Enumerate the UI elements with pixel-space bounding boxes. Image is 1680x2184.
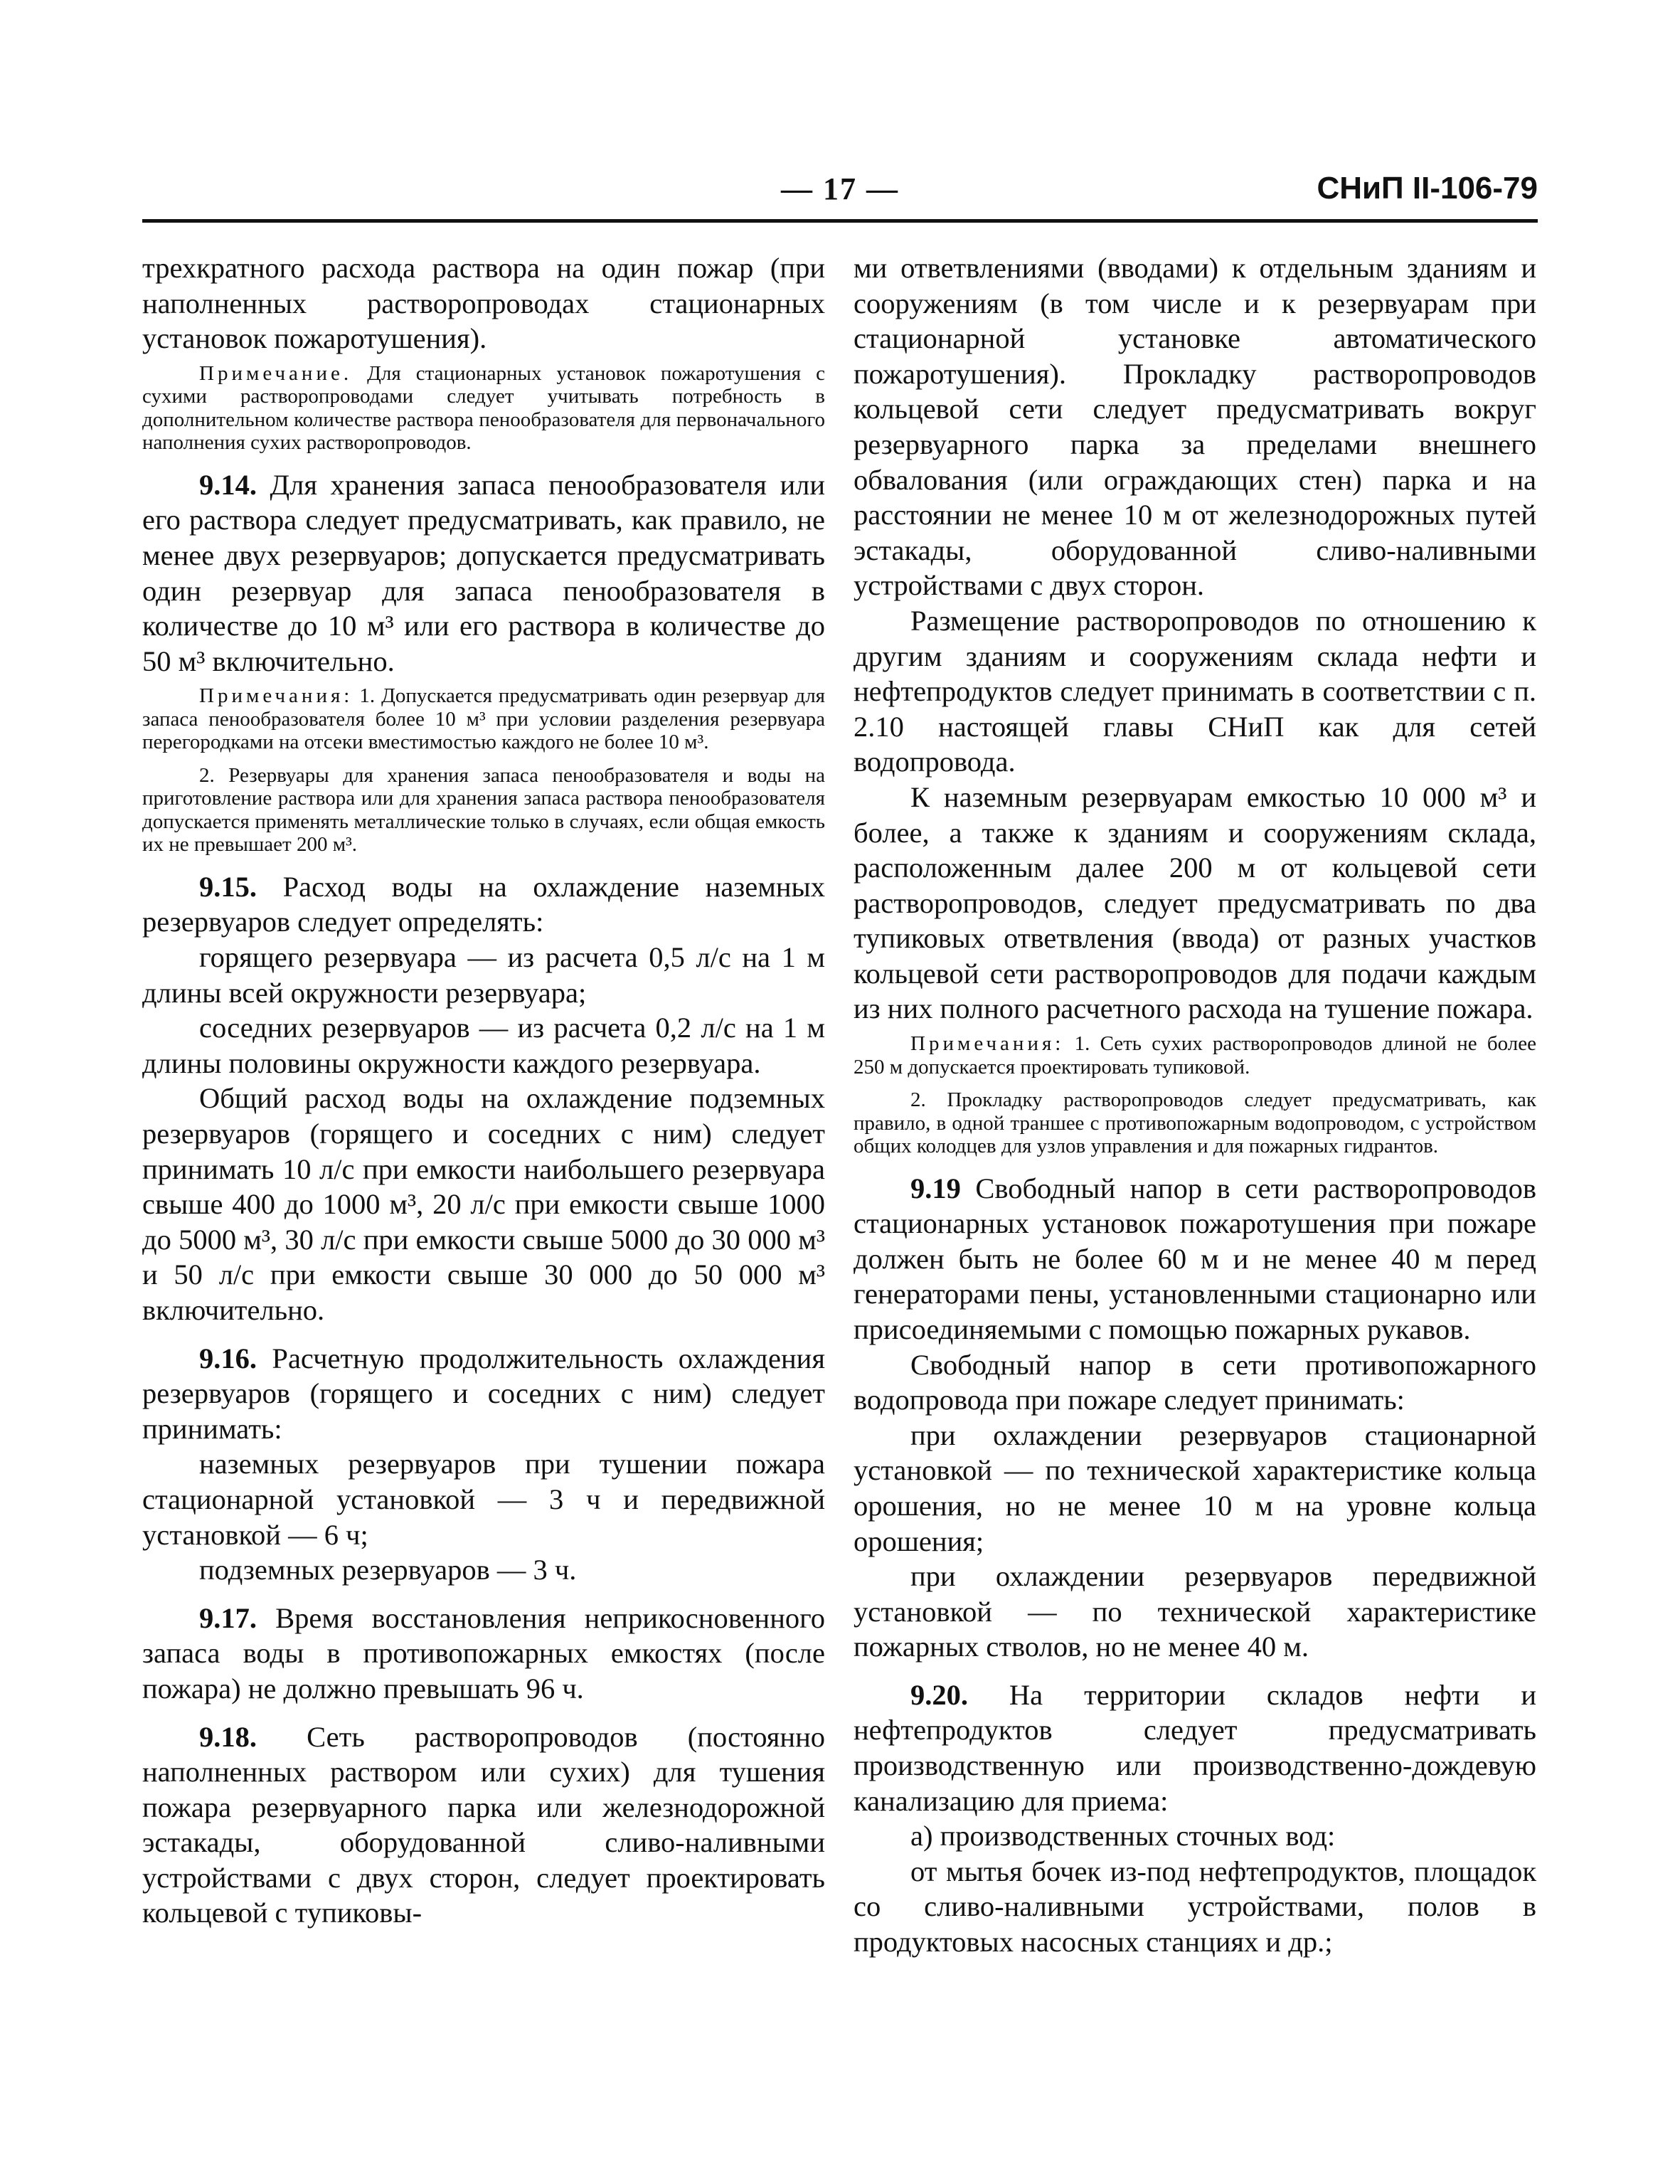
header-rule	[142, 219, 1538, 223]
body-paragraph	[142, 1446, 825, 1552]
paragraph-text: Расчетную продолжительность охлаждения резервуаров (горящего и соседних с ним) следует принимать:	[142, 1342, 825, 1445]
paragraph-text: 2. Прокладку растворопроводов следует предусматривать, как правило, в одной траншее с противопожарным водопроводом, с устройством общих колодцев для узлов управления и для пожарных гидрантов.	[854, 1088, 1536, 1158]
note-paragraph	[142, 764, 825, 857]
section-paragraph	[142, 467, 825, 679]
paragraph-text: Размещение растворопроводов по отношению к другим зданиям и сооружениям склада нефти и нефтепродуктов следует принимать в соответствии с п. 2.10 настоящей главы СНиП как для сетей водопровода.	[854, 604, 1536, 778]
paragraph-text: Свободный напор в сети противопожарного водопровода при пожаре следует принимать:	[854, 1348, 1536, 1416]
body-paragraph	[142, 250, 825, 356]
section-paragraph	[854, 1171, 1536, 1347]
paragraph-text: 2. Резервуары для хранения запаса пенообразователя и воды на приготовление раствора или для хранения запаса раствора пенообразователя допускается применять металлические только в случаях, если общая емкость их не превышает 200 м³.	[142, 763, 825, 857]
paragraph-text: Сеть растворопроводов (постоянно наполненных раствором или сухих) для тушения пожара резервуарного парка или железнодорожной эстакады, оборудованной сливо-наливными устройствами с двух сторон, следует проектировать кольцевой с тупиковы-	[142, 1720, 825, 1929]
paragraph-text: горящего резервуара — из расчета 0,5 л/с на 1 м длины всей окружности резервуара;	[142, 941, 825, 1009]
body-paragraph	[854, 250, 1536, 603]
left-column	[142, 250, 825, 1931]
paragraph-text: от мытья бочек из-под нефтепродуктов, площадок со сливо-наливными устройствами, полов в продуктовых насосных станциях и др.;	[854, 1855, 1536, 1958]
body-paragraph	[142, 1010, 825, 1081]
paragraph-text: Для хранения запаса пенообразователя или его раствора следует предусматривать, как правило, не менее двух резервуаров; допускается предусматривать один резервуар для запаса пенообразователя в количестве до 10 м³ или его раствора в количестве до 50 м³ включительно.	[142, 468, 825, 677]
section-number: 9.19	[910, 1172, 961, 1204]
section-paragraph	[142, 1341, 825, 1447]
page-number: — 17 —	[781, 171, 899, 206]
paragraph-text: соседних резервуаров — из расчета 0,2 л/с на 1 м длины половины окружности каждого резервуара.	[142, 1012, 825, 1079]
note-label: Примечания:	[199, 684, 353, 708]
body-paragraph	[854, 1559, 1536, 1665]
section-paragraph	[142, 1601, 825, 1707]
section-paragraph	[854, 1677, 1536, 1818]
paragraph-text: На территории складов нефти и нефтепродуктов следует предусматривать производственную или производственно-дождевую канализацию для приема:	[854, 1678, 1536, 1817]
paragraph-text: Свободный напор в сети растворопроводов стационарных установок пожаротушения при пожаре должен быть не более 60 м и не менее 40 м перед генераторами пены, установленными стационарно или присоединяемыми с помощью пожарных рукавов.	[854, 1172, 1536, 1345]
section-number: 9.20.	[910, 1678, 968, 1711]
section-number: 9.14.	[199, 468, 257, 501]
section-number: 9.16.	[199, 1342, 257, 1374]
paragraph-text: Общий расход воды на охлаждение подземных резервуаров (горящего и соседних с ним) следует принимать 10 л/с при емкости наибольшего резервуара свыше 400 до 1000 м³, 20 л/с при емкости свыше 1000 до 5000 м³, 30 л/с при емкости свыше 5000 до 30 000 м³ и 50 л/с при емкости свыше 30 000 до 50 000 м³ включительно.	[142, 1082, 825, 1326]
body-paragraph	[854, 1818, 1536, 1854]
body-paragraph	[854, 603, 1536, 780]
paragraph-text: 1. Допускается предусматривать один резервуар для запаса пенообразователя более 10 м³ при условии разделения резервуара перегородками на отсеки вместимостью каждого не более 10 м³.	[142, 684, 825, 754]
note-paragraph	[142, 684, 825, 754]
body-paragraph	[854, 780, 1536, 1027]
section-paragraph	[142, 1719, 825, 1931]
section-paragraph	[142, 869, 825, 940]
paragraph-text: при охлаждении резервуаров стационарной установкой — по технической характеристике кольца орошения, но не менее 10 м на уровне кольца орошения;	[854, 1419, 1536, 1557]
paragraph-text: подземных резервуаров — 3 ч.	[199, 1554, 577, 1586]
body-paragraph	[854, 1347, 1536, 1418]
note-paragraph	[854, 1088, 1536, 1158]
paragraph-text: наземных резервуаров при тушении пожара стационарной установкой — 3 ч и передвижной установкой — 6 ч;	[142, 1448, 825, 1551]
body-paragraph	[854, 1418, 1536, 1559]
document-code: СНиП II-106-79	[1317, 171, 1538, 206]
note-label: Примечания:	[910, 1032, 1065, 1056]
section-number: 9.18.	[199, 1720, 257, 1753]
paragraph-text: К наземным резервуарам емкостью 10 000 м³ и более, а также к зданиям и сооружениям склада, расположенным далее 200 м от кольцевой сети растворопроводов, следует предусматривать по два тупиковых ответвления (ввода) от разных участков кольцевой сети растворопроводов для подачи каждым из них полного расчетного расхода на тушение пожара.	[854, 780, 1536, 1025]
paragraph-text: а) производственных сточных вод:	[910, 1820, 1336, 1852]
body-paragraph	[854, 1854, 1536, 1960]
section-number: 9.15.	[199, 870, 257, 903]
note-paragraph	[854, 1032, 1536, 1078]
paragraph-text: при охлаждении резервуаров передвижной установкой — по технической характеристике пожарных стволов, но не менее 40 м.	[854, 1560, 1536, 1663]
note-label: Примечание.	[199, 361, 353, 385]
paragraph-text: Расход воды на охлаждение наземных резервуаров следует определять:	[142, 870, 825, 938]
paragraph-text: трехкратного расхода раствора на один пожар (при наполненных растворопроводах стационарных установок пожаротушения).	[142, 252, 825, 355]
paragraph-text: ми ответвлениями (вводами) к отдельным зданиям и сооружениям (в том числе и к резервуарам при стационарной установке автоматического пожаротушения). Прокладку растворопроводов кольцевой сети следует предусматривать вокруг резервуарного парка за пределами внешнего обвалования (или ограждающих стен) парка и на расстоянии не менее 10 м от железнодорожных путей эстакады, оборудованной сливо-наливными устройствами с двух сторон.	[854, 252, 1536, 602]
body-paragraph	[142, 1081, 825, 1327]
body-paragraph	[142, 1552, 825, 1588]
page-header	[142, 171, 1538, 213]
section-number: 9.17.	[199, 1601, 257, 1634]
right-column	[854, 250, 1536, 1960]
body-paragraph	[142, 940, 825, 1010]
paragraph-text: Для стационарных установок пожаротушения с сухими растворопроводами следует учитывать потребность в дополнительном количестве раствора пенообразователя для первоначального наполнения сухих растворопроводов.	[142, 361, 825, 455]
paragraph-text: Время восстановления неприкосновенного запаса воды в противопожарных емкостях (после пожара) не должно превышать 96 ч.	[142, 1601, 825, 1705]
paragraph-text: 1. Сеть сухих растворопроводов длиной не более 250 м допускается проектировать тупиковой.	[854, 1032, 1536, 1078]
note-paragraph	[142, 362, 825, 455]
